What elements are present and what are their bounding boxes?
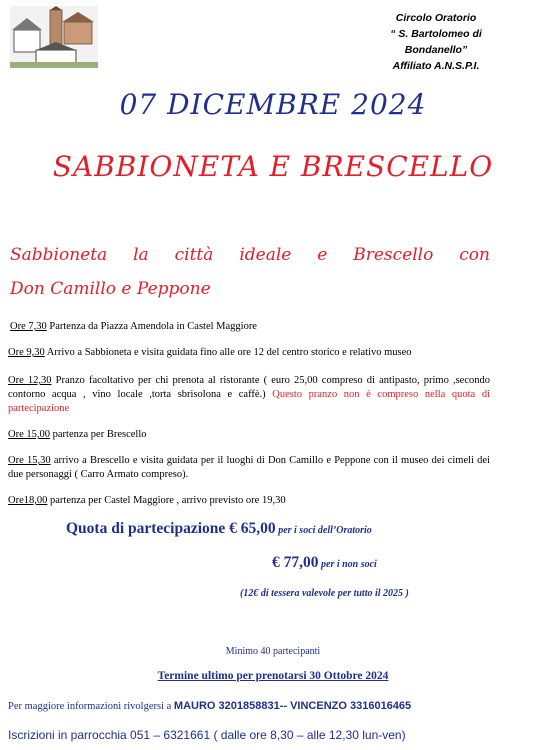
quota-label: Quota di partecipazione € 65,00 (66, 520, 276, 537)
subtitle-line-2: Don Camillo e Peppone (10, 279, 211, 299)
schedule-item (8, 374, 490, 416)
tessera-note: (12€ di tessera valevole per tutto il 2025 ) (240, 588, 409, 599)
lunch-note: Questo pranzo non è compreso nella quota di partecipazione (8, 389, 490, 414)
subtitle-line-1 (10, 238, 490, 272)
schedule-text: Arrivo a Sabbioneta e visita guidata fino alle ore 12 del centro storico e relativo museo (44, 347, 412, 358)
schedule-item (8, 454, 490, 482)
event-subtitle (10, 238, 490, 306)
event-title: SABBIONETA E BRESCELLO (52, 150, 494, 183)
booking-deadline: Termine ultimo per prenotarsi 30 Ottobre 2024 (157, 670, 389, 682)
contact-numbers: MAURO 3201858831-- VINCENZO 3316016465 (173, 700, 412, 712)
price-non-soci-note: per i non soci (318, 559, 377, 570)
org-line-2: “ S. Bartolomeo di (390, 28, 482, 40)
church-logo-image (10, 6, 98, 68)
schedule-text: arrivo a Brescello e visita guidata per il luoghi di Don Camillo e Peppone con il museo dei cimeli dei due personaggi ( Carro Armato compreso). (8, 455, 490, 480)
subtitle-word: e (317, 245, 328, 265)
subtitle-word: Brescello (353, 245, 434, 265)
schedule-text: partenza per Brescello (50, 429, 147, 440)
registration-info: Iscrizioni in parrocchia 051 – 6321661 ( dalle ore 8,30 – alle 12,30 lun-ven) (8, 728, 406, 742)
schedule-time: Ore18,00 (8, 495, 48, 506)
organization-header (366, 10, 506, 74)
minimum-participants: Minimo 40 partecipanti (225, 646, 321, 657)
subtitle-word: città (174, 245, 214, 265)
subtitle-word: con (459, 245, 490, 265)
subtitle-word: la (133, 245, 149, 265)
contact-info (8, 700, 411, 712)
quota-note: per i soci dell’Oratorio (275, 525, 372, 536)
schedule-time: Ore 7,30 (10, 321, 47, 332)
event-date: 07 DICEMBRE 2024 (119, 88, 427, 121)
schedule-time: Ore 15,30 (8, 455, 51, 466)
schedule-text: Partenza da Piazza Amendola in Castel Maggiore (46, 321, 257, 332)
quota-non-soci (272, 554, 377, 572)
org-line-3: Bondanello” (404, 44, 468, 56)
price-non-soci: € 77,00 (272, 554, 319, 571)
subtitle-word: ideale (239, 245, 292, 265)
schedule-text: partenza per Castel Maggiore , arrivo previsto ore 19,30 (47, 495, 286, 506)
quota-soci (66, 520, 372, 538)
schedule-item (8, 494, 490, 508)
schedule-item (8, 346, 490, 360)
org-line-4: Affiliato A.N.S.P.I. (392, 60, 480, 72)
contact-text: Per maggiore informazioni rivolgersi a (8, 701, 174, 712)
schedule-item (8, 428, 490, 442)
schedule-time: Ore 9,30 (8, 347, 45, 358)
schedule-time: Ore 12,30 (8, 375, 52, 386)
schedule-time: Ore 15,00 (8, 429, 50, 440)
subtitle-word: Sabbioneta (10, 245, 108, 265)
org-line-1: Circolo Oratorio (395, 12, 477, 24)
schedule-text: Pranzo facoltativo per chi prenota al ristorante ( euro 25,00 compreso di antipasto, primo ,secondo contorno acqua , vino locale ,torta sbrisolona e caffè.) (8, 375, 490, 400)
schedule-item (10, 320, 492, 334)
